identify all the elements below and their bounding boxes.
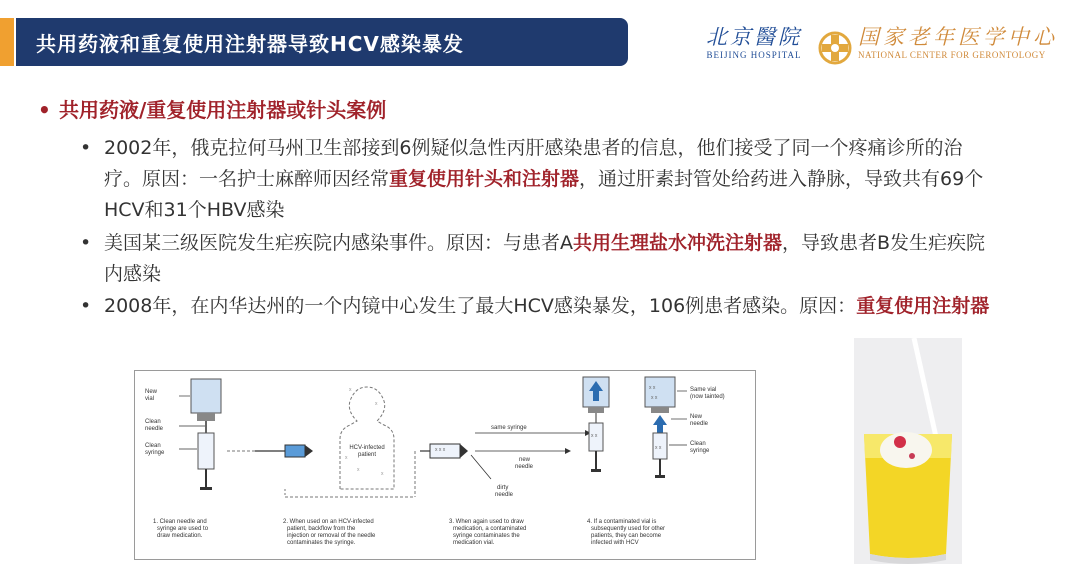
case-bullet-2	[80, 228, 1000, 290]
section-heading	[38, 94, 386, 123]
gerontology-center-logo	[858, 24, 1074, 68]
bullet-dot: •	[80, 295, 92, 317]
label-new-needle-2: needle	[515, 464, 534, 470]
bullet-dot: •	[80, 232, 92, 254]
svg-text:dirtyneedle	[495, 485, 514, 498]
case-1-text-end: ，通过肝素封管处给药进入静脉，导致共有69个HCV和31个HBV感染	[104, 168, 984, 221]
label-same-syringe: same syringe	[491, 425, 527, 431]
title-bar	[16, 18, 628, 66]
svg-text:newneedle	[515, 457, 534, 470]
title-accent	[0, 18, 14, 66]
label-new-vial-1: New	[145, 389, 158, 395]
drink-glass-image	[854, 338, 962, 564]
slide-title: 共用药液和重复使用注射器导致HCV感染暴发	[36, 31, 464, 56]
panel-2-syringe	[255, 445, 313, 457]
case-2-text-end: ，导致患者B发生疟疾院内感染	[104, 232, 986, 285]
case-1-highlight: 重复使用针头和注射器	[389, 168, 580, 190]
case-bullet-3	[80, 291, 1000, 322]
case-2-highlight: 共用生理盐水冲洗注射器	[573, 232, 783, 254]
svg-text:Cleansyringe	[145, 443, 165, 456]
svg-text:x: x	[349, 387, 352, 393]
case-bullet-1	[80, 133, 1000, 226]
panel-4-vial	[645, 377, 687, 478]
label-dirty-needle-1: dirty	[497, 485, 509, 491]
label-clean-syringe-1: Clean	[145, 443, 161, 449]
label-clean-syringe-right-2: syringe	[690, 448, 710, 454]
step-2-caption: 2. When used on an HCV-infected patient, backflow from the injection or removal of the needle contaminates the syringe.	[283, 519, 376, 546]
drink-photo	[854, 338, 962, 564]
label-clean-syringe-2: syringe	[145, 450, 165, 456]
label-new-needle-right-1: New	[690, 414, 703, 420]
svg-text:x: x	[345, 455, 348, 461]
case-1-text: 2002年，俄克拉何马州卫生部接到6例疑似急性丙肝感染患者的信息，他们接受了同一个疼痛诊所的治疗。原因：一名护士麻醉师因经常	[104, 137, 963, 190]
label-dirty-needle-2: needle	[495, 492, 514, 498]
label-clean-syringe-right-1: Clean	[690, 441, 706, 447]
gerontology-center-logo-cn: 国家老年医学中心	[858, 25, 1058, 49]
label-new-vial-2: vial	[145, 396, 155, 402]
svg-text:x: x	[375, 401, 378, 407]
svg-text:Cleanneedle	[145, 419, 164, 432]
label-new-needle-right-2: needle	[690, 421, 709, 427]
bullet-dot: •	[80, 137, 92, 159]
case-2-text: 美国某三级医院发生疟疾院内感染事件。原因：与患者A	[104, 232, 573, 254]
svg-text:x x: x x	[591, 433, 598, 439]
hospital-emblem-icon	[816, 30, 854, 66]
svg-text:x x x: x x x	[435, 447, 446, 453]
label-clean-needle-2: needle	[145, 426, 164, 432]
step-3-caption: 3. When again used to draw medication, a contaminated syringe contaminates the medication vial.	[449, 519, 527, 546]
heading-bullet: •	[38, 98, 51, 122]
panel-1-vial-syringe	[179, 379, 221, 490]
beijing-hospital-logo	[698, 24, 810, 68]
label-new-needle-1: new	[519, 457, 531, 463]
label-same-vial-2: (now tainted)	[690, 394, 725, 400]
label-patient-1: HCV-infected	[349, 445, 385, 451]
step-4-caption: 4. If a contaminated vial is subsequently used for other patients, they can become infected with HCV	[587, 519, 666, 546]
svg-text:Newneedle	[690, 414, 709, 427]
step-1-caption: 1. Clean needle and syringe are used to draw medication.	[153, 519, 209, 539]
case-3-highlight: 重复使用注射器	[856, 295, 990, 317]
svg-text:x: x	[381, 471, 384, 477]
panel-3-vial	[583, 377, 609, 472]
label-same-vial-1: Same vial	[690, 387, 717, 393]
svg-text:x x: x x	[651, 395, 658, 401]
svg-text:x: x	[357, 467, 360, 473]
hcv-transmission-diagram	[134, 370, 756, 560]
svg-text:x x: x x	[655, 445, 662, 451]
label-clean-needle-1: Clean	[145, 419, 161, 425]
svg-text:HCV-infectedpatient	[349, 445, 384, 458]
label-patient-2: patient	[357, 452, 377, 458]
gerontology-center-logo-en: NATIONAL CENTER FOR GERONTOLOGY	[858, 50, 1046, 60]
svg-text:Cleansyringe	[690, 441, 710, 454]
panel-3-syringe	[420, 444, 468, 458]
patient-silhouette	[340, 387, 394, 489]
beijing-hospital-logo-en: BEIJING HOSPITAL	[706, 50, 802, 60]
svg-text:x x: x x	[649, 385, 656, 391]
case-3-text: 2008年，在内华达州的一个内镜中心发生了最大HCV感染暴发，106例患者感染。原因：	[104, 295, 857, 317]
beijing-hospital-logo-cn: 北京醫院	[706, 25, 802, 49]
section-heading-text: 共用药液/重复使用注射器或针头案例	[58, 98, 387, 122]
svg-text:Newvial	[145, 389, 158, 402]
svg-text:Same vial(now tainted)	[690, 387, 725, 400]
